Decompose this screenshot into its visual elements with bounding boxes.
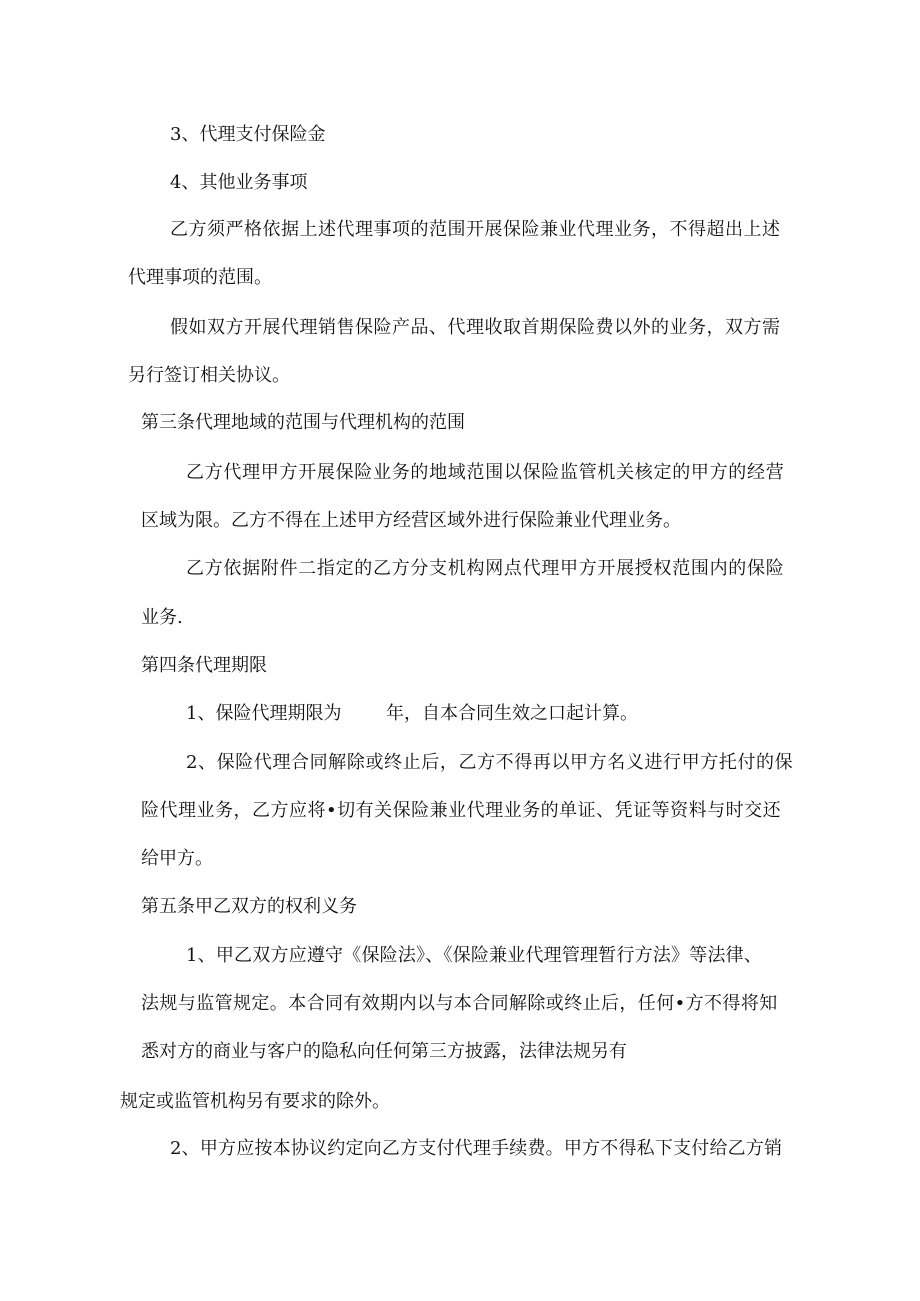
- paragraph-line: 险代理业务，乙方应将•切有关保险兼业代理业务的单证、凭证等资料与时交还: [141, 800, 782, 821]
- list-item-other-matters: 4、其他业务事项: [170, 172, 308, 193]
- paragraph-line: 1、甲乙双方应遵守《保险法》、《保险兼业代理管理暂行方法》等法律、: [186, 945, 763, 966]
- paragraph-line: 代理事项的范围。: [128, 267, 272, 288]
- paragraph-line: 乙方代理甲方开展保险业务的地域范围以保险监管机关核定的甲方的经营: [186, 462, 785, 483]
- paragraph-line: 区域为限。乙方不得在上述甲方经营区域外进行保险兼业代理业务。: [141, 510, 681, 531]
- paragraph-line: 乙方依据附件二指定的乙方分支机构网点代理甲方开展授权范围内的保险: [186, 558, 785, 579]
- paragraph-line: 规定或监管机构另有要求的除外。: [120, 1091, 390, 1112]
- section-heading-article-4: 第四条代理期限: [141, 655, 267, 676]
- section-heading-article-5: 第五条甲乙双方的权利义务: [141, 896, 357, 917]
- paragraph-line: 乙方须严格依据上述代理事项的范围开展保险兼业代理业务，不得超出上述: [170, 219, 781, 240]
- paragraph-line: 假如双方开展代理销售保险产品、代理收取首期保险费以外的业务，双方需: [170, 317, 781, 338]
- paragraph-line: 2、甲方应按本协议约定向乙方支付代理手续费。甲方不得私下支付给乙方销: [170, 1138, 783, 1159]
- paragraph-line: 法规与监管规定。本合同有效期内以与本合同解除或终止后，任何•方不得将知: [141, 993, 778, 1014]
- section-heading-article-3: 第三条代理地域的范围与代理机构的范围: [141, 412, 465, 433]
- list-item-pay-claims: 3、代理支付保险金: [170, 124, 326, 145]
- paragraph-line: 另行签订相关协议。: [128, 365, 290, 386]
- paragraph-line: 悉对方的商业与客户的隐私向任何第三方披露，法律法规另有: [141, 1041, 627, 1062]
- paragraph-line: 给甲方。: [141, 848, 213, 869]
- clause-term-length-end: 年，自本合同生效之口起计算。: [386, 703, 638, 724]
- paragraph-line: 业务.: [141, 607, 183, 628]
- clause-term-length-start: 1、保险代理期限为: [186, 703, 342, 724]
- paragraph-line: 2、保险代理合同解除或终止后，乙方不得再以甲方名义进行甲方托付的保: [186, 752, 794, 773]
